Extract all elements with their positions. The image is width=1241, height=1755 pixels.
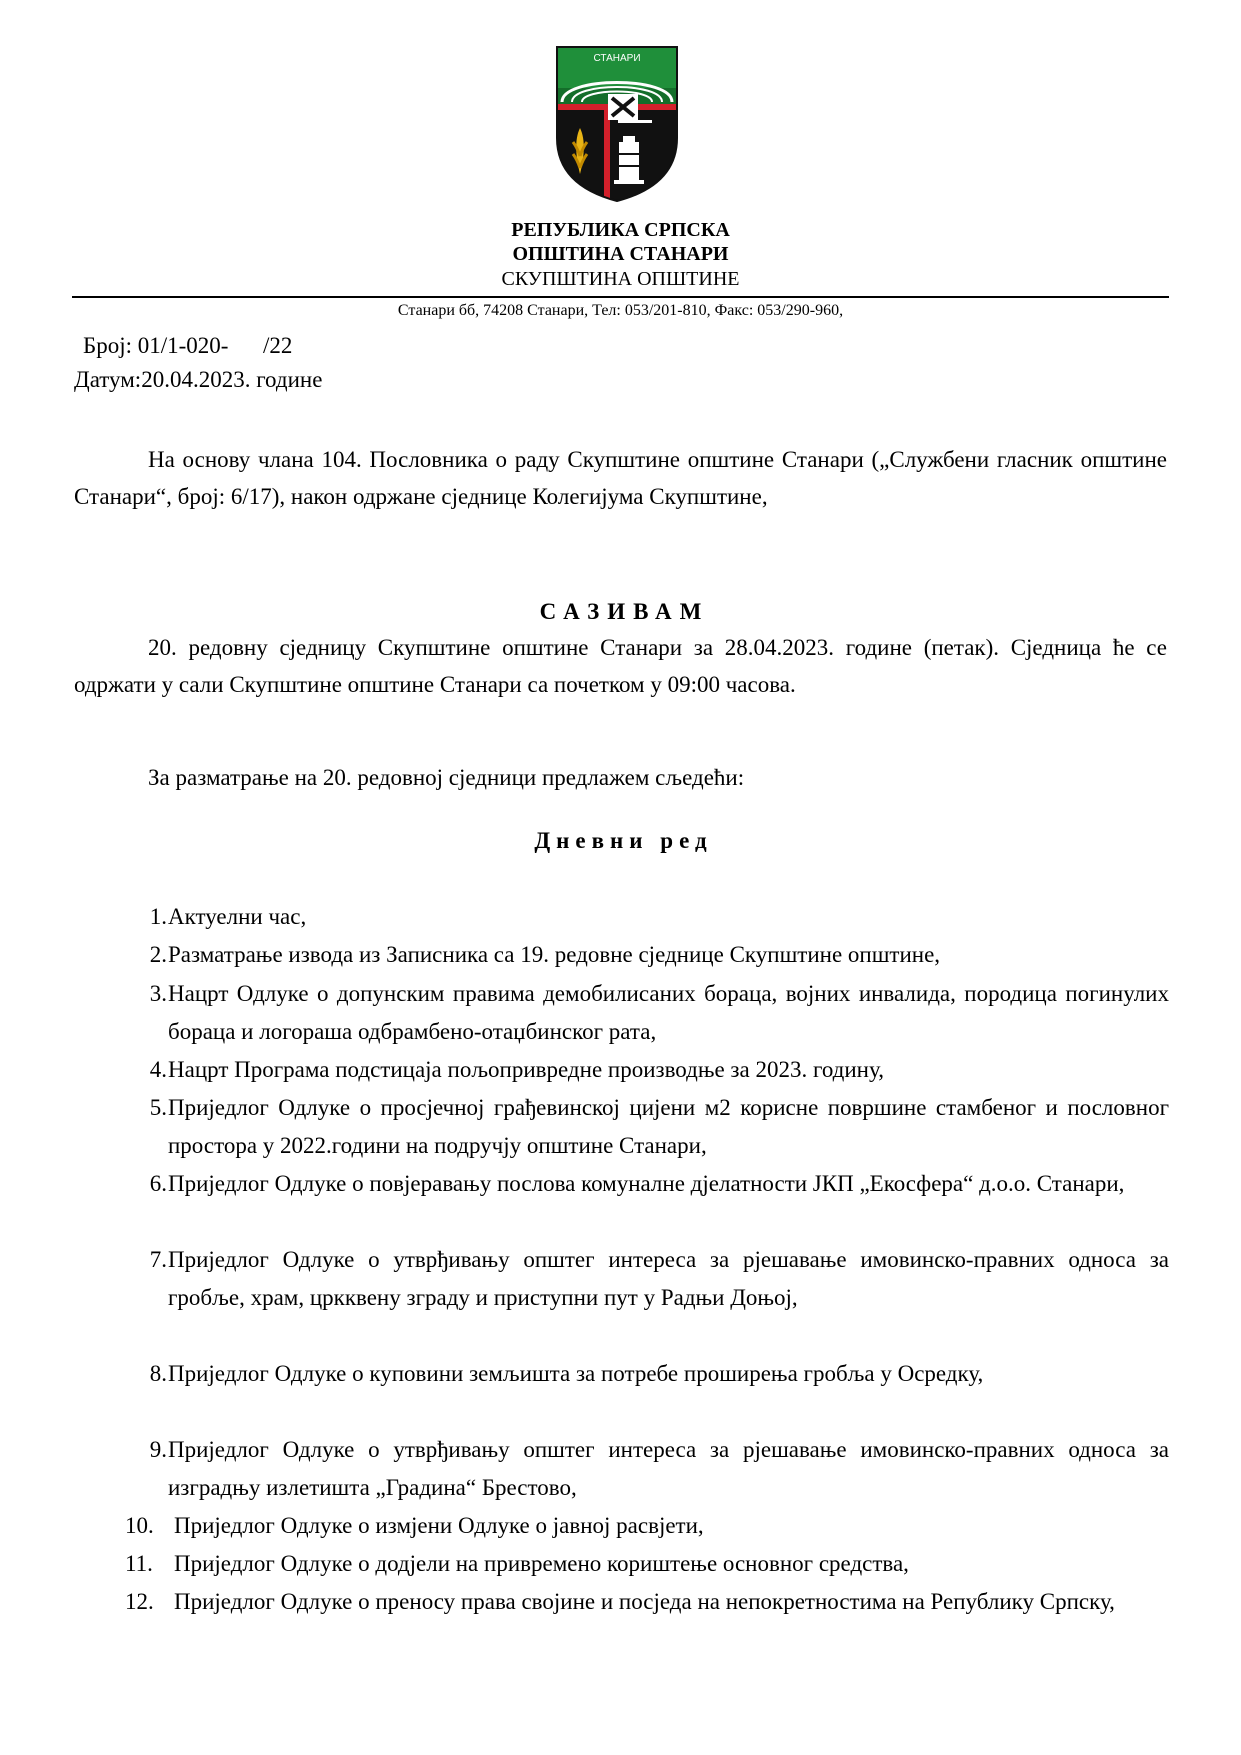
list-item-number: 10. <box>125 1513 154 1538</box>
intro-paragraph: На основу члана 104. Пословника о раду Скупштине општине Станари („Службени гласник општине Станари“, број: 6/17), након одржане сједнице Колегијума Скупштине, <box>74 447 1167 509</box>
document-number: Број: 01/1-020- /22 <box>83 333 293 358</box>
list-item-number: 6. <box>149 1171 167 1196</box>
header-municipality: ОПШТИНА СТАНАРИ <box>512 243 729 265</box>
list-item-number: 2. <box>149 942 167 967</box>
list-item-text: Приједлог Одлуке о просјечној грађевинској цијени м2 корисне површине стамбеног и пословног простора у 2022.години на подручју општине Станари, <box>168 1095 1169 1158</box>
header-assembly: СКУПШТИНА ОПШТИНЕ <box>501 268 740 290</box>
agenda-title: Дневни ред <box>534 828 713 853</box>
session-paragraph: 20. редовну сједницу Скупштине општине Станари за 28.04.2023. године (петак). Сједница ће се одржати у сали Скупштине општине Станари са почетком у 09:00 часова. <box>74 635 1167 697</box>
municipality-crest-logo <box>556 46 678 202</box>
header-divider <box>72 296 1169 298</box>
list-item-text: Приједлог Одлуке о измјени Одлуке о јавној расвјети, <box>174 1513 704 1538</box>
list-item-number: 9. <box>149 1437 167 1462</box>
list-item-number: 8. <box>149 1361 167 1386</box>
list-item-number: 3. <box>149 981 167 1006</box>
header-address: Станари бб, 74208 Станари, Тел: 053/201-810, Факс: 053/290-960, <box>397 302 844 319</box>
list-item-number: 4. <box>149 1057 167 1082</box>
list-item-text: Приједлог Одлуке о додјели на привремено кориштење основног средства, <box>174 1551 909 1576</box>
header-republic: РЕПУБЛИКА СРПСКА <box>511 219 730 241</box>
proposal-paragraph: За разматрање на 20. редовној сједници предлажем сљедећи: <box>148 765 745 790</box>
list-item-text: Актуелни час, <box>168 904 307 929</box>
list-item-number: 11. <box>125 1551 153 1576</box>
list-item-number: 12. <box>125 1589 154 1614</box>
list-item-text: Приједлог Одлуке о утврђивању општег интереса за рјешавање имовинско-правних односа за изградњу излетишта „Градина“ Брестово, <box>168 1437 1169 1500</box>
document-date: Датум:20.04.2023. године <box>74 367 323 392</box>
list-item-text: Нацрт Програма подстицаја пољопривредне производње за 2023. годину, <box>168 1057 884 1082</box>
list-item-text: Приједлог Одлуке о утврђивању општег интереса за рјешавање имовинско-правних односа за гробље, храм, цркквену зграду и приступни пут у Радњи Доњој, <box>168 1247 1169 1310</box>
convocation-title: САЗИВАМ <box>539 599 710 624</box>
list-item-number: 7. <box>149 1247 167 1272</box>
list-item-text: Приједлог Одлуке о повјеравању послова комуналне дјелатности ЈКП „Екосфера“ д.о.о. Станари, <box>168 1171 1125 1196</box>
list-item-text: Нацрт Одлуке о допунским правима демобилисаних бораца, војних инвалида, породица погинулих бораца и логораша одбрамбено-отаџбинског рата, <box>168 981 1169 1044</box>
crest-label: СТАНАРИ <box>593 53 641 64</box>
list-item-number: 5. <box>149 1095 167 1120</box>
list-item-text: Приједлог Одлуке о куповини земљишта за потребе проширења гробља у Осредку, <box>168 1361 984 1386</box>
list-item-text: Приједлог Одлуке о преносу права својине и посједа на непокретностима на Републику Српску, <box>174 1589 1115 1614</box>
list-item-text: Разматрање извода из Записника са 19. редовне сједнице Скупштине општине, <box>168 942 941 967</box>
list-item-number: 1. <box>149 904 167 929</box>
